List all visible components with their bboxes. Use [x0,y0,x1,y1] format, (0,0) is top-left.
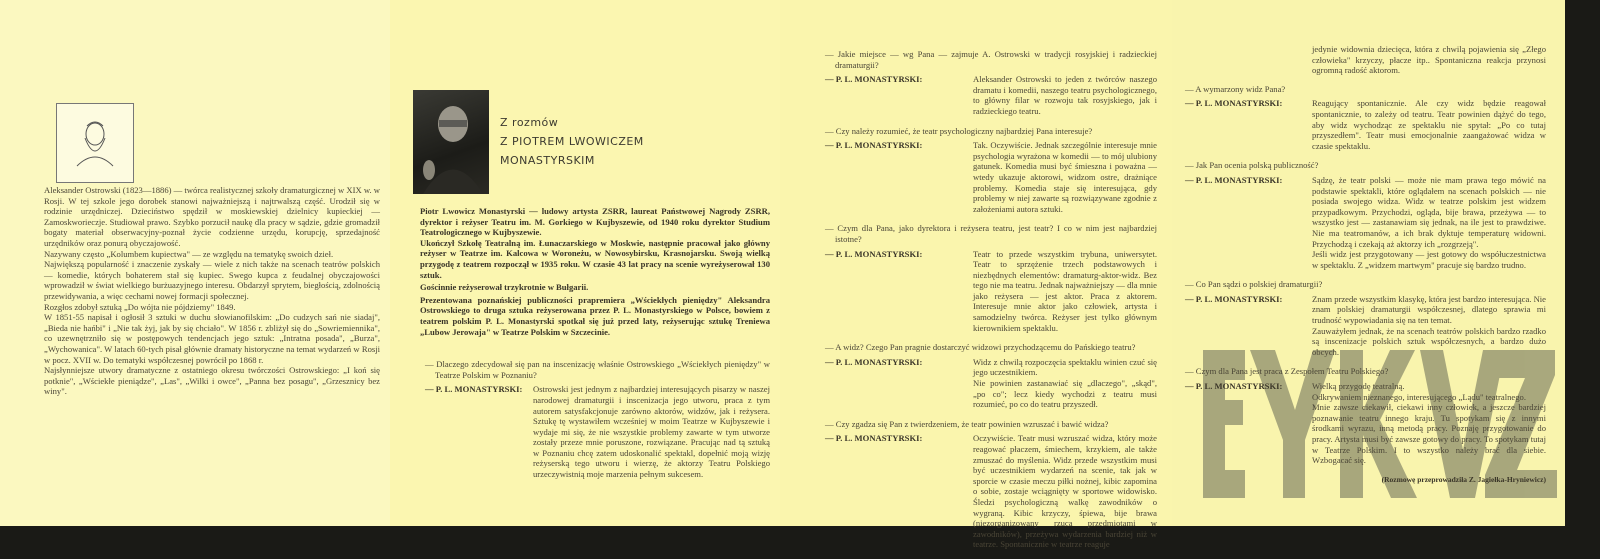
bio-paragraph: Największą popularność i znaczenie zyskały — wiele z nich także na scenach teatrów polskich — komedie, których bohaterem stał się kupiec. Swego kupca z feudalnej obyczajowości wprowadził w świat wielkiego burżuazyjnego interesu. Obdarzył sprytem, biegłością, zdolnością przewidywania, a więc cechami nowej formacji społecznej. [44,259,380,301]
speaker-label: — P. L. MONASTYRSKI: [1185,293,1283,304]
speaker-label: — P. L. MONASTYRSKI: [1185,98,1283,109]
bio-paragraph: Aleksander Ostrowski (1823—1886) — twórca realistycznej szkoły dramaturgicznej w XIX w. w Rosji. W tej szkole jego dorobek stanowi najważniejszą i najtrwalszą część. Urodził się w rodzinie urzędniczej. Dzieciństwo spędził w moskiewskiej dzielnicy kupieckiej — Zamoskworieczje. Studiował prawo. Szybko porzucił naukę dla pracy w sądzie, gdzie gromadził bogaty materiał obserwacyjny-poznał życie codzienne urzędu, korupcję, sprzedajność urzędników oraz ponurą obyczajowość. [44,185,380,248]
answer-text [1312,294,1546,358]
interview-question: — A wymarzony widz Pana? [1185,83,1286,94]
answer-paragraph: Teatr to przede wszystkim trybuna, uniwersytet. Teatr to sprzężenie trzech podstawowych i niezbędnych elementów: dramaturg-aktor-widz. Bez tego nie ma teatru. Jednak najważniejszy — dla mnie jako reżysera — jest aktor. Praca z aktorem. Interesuje mnie aktor jako człowiek, artysta i samodzielny twórca. Reżyser jest tylko głównym kierownikiem spektaklu. [973,248,1157,333]
answer-paragraph: Mnie zawsze ciekawił, ciekawi inny człowiek, a jeszcze bardziej poznawanie teatru innego kraju. Tu spotykam się z innymi środkami wyrazu, inną metodą pracy. Poznaję przygotowanie do pracy. Artysta musi być zawsze gotowy do pracy. To spotykam tutaj w Teatrze Polskim. I to wszystko należy brać dla siebie. Wzbogacać się. [1312,402,1546,466]
answer-paragraph: Tak. Oczywiście. Jednak szczególnie interesuje mnie psychologia wyrażona w komedii — to mój ulubiony gatunek. Komedia musi być śmieszna i poważna — wtedy ukazuje aktorowi, widzom ostre, drażniące problemy. Komedia staje się interesująca, gdy problemy w niej zawarte są rozwiązywane zgodnie z założeniami autora sztuki. [973,140,1157,214]
answer-text: Ostrowski jest jednym z najbardziej interesujących pisarzy w naszej narodowej dramaturgii i inscenizacja jego utworu, praca z tym autorem satysfakcjonuje zarówno aktorów, widzów, jak i reżysera. Sztukę tę wystawiłem wcześniej w moim Teatrze w Kujbyszewie i wydaje mi się, że nie wszystkie problemy zawarte w tym utworze zostały przeze mnie poruszone, rozwiązane. Pracując nad tą sztuką w Poznaniu chcę zatem udoskonalić spektakl, dopełnić moją wizję reżyserską tego utworu i wierzę, że aktorzy Teatru Polskiego urzeczywistnią moje marzenia pełnym sukcesem. [533,384,770,480]
monastyrski-photo [413,90,489,194]
answer-paragraph: Sądzę, że teatr polski — może nie mam prawa tego mówić na podstawie spektakli, które oglądałem na scenach polskich — nie posiada swojego widza. Widz w teatrze polskim jest widzem przypadkowym. Przychodzi, ogląda, bije brawa, przeżywa — to wszystko jest — zastanawiam się jednak, na ile jest to prawdziwe. Nie ma teatromanów, a ich brak dyktuje temperaturę widowni. Przychodzą i czekają aż aktorzy ich „rozgrzeją". [1312,174,1546,249]
answer-continuation: jedynie widownia dziecięca, która z chwilą pojawienia się „Złego człowieka" krzyczy, płacze itp.. Spontaniczna reakcja przynosi ogromną radość aktorom. [1312,44,1546,76]
answer-text [973,140,1157,214]
interview-question: — Czym dla Pana jest praca z Zespołem Teatru Polskiego? [1185,366,1389,377]
speaker-label: — P. L. MONASTYRSKI: [825,74,923,85]
interview-answer [425,384,770,479]
ostrowski-portrait-image [56,103,134,183]
interview-block [420,359,770,480]
interview-block [825,49,1157,559]
interview-question: — Jak Pan ocenia polską publiczność? [1185,160,1319,171]
interview-title [500,113,644,170]
monastyrski-biography [420,206,770,337]
panel4-flow [1185,44,1546,485]
bio-paragraph: Nazywany często „Kolumbem kupiectwa" — ze względu na tematykę swoich dzieł. [44,248,334,259]
speaker-label: — P. L. MONASTYRSKI: [825,356,923,367]
answer-text [1312,381,1546,466]
interview-question: — Czy zgadza się Pan z twierdzeniem, że teatr powinien wzruszać i bawić widza? [825,418,1109,429]
interview-question: — Dlaczego zdecydował się pan na inscenizację właśnie Ostrowskiego „Wściekłych pieniędzy" w Teatrze Polskim w Poznaniu? [425,359,770,380]
interview-question: — Czym dla Pana, jako dyrektora i reżysera teatru, jest teatr? I co w nim jest najbardziej istotne? [825,223,1157,244]
speaker-label: — P. L. MONASTYRSKI: [1185,174,1283,185]
answer-text [973,357,1157,410]
interview-credit: (Rozmowę przeprowadziła Z. Jagiełka-Hryniewicz) [1381,474,1546,484]
interview-question: — A widz? Czego Pan pragnie dostarczyć widzowi przychodzącemu do Pańskiego teatru? [825,342,1136,353]
title-line: Z PIOTREM LWOWICZEM [500,135,644,148]
answer-paragraph: Oczywiście. Teatr musi wzruszać widza, który może reagować płaczem, śmiechem, krzykiem, ale także zmuszać do myślenia. Widz przede wszystkim musi być uczestnikiem wydarzeń na scenie, tak jak w sporcie w czasie meczu piłki nożnej, kibic zapomina o sobie, zostaje wciągnięty w sportowe widowisko. Śledzi psychologiczną walkę zawodników o wygraną. Kibic krzyczy, śpiewa, bije brawa (niezorganizowany rzuca przedmiotami w zawodników), przeżywa wydarzenia bardziej niż w teatrze. Spontanicznie w teatrze reaguje [973,433,1157,550]
speaker-label: — P. L. MONASTYRSKI: [425,384,523,395]
interview-question: — Co Pan sądzi o polskiej dramaturgii? [1185,279,1323,290]
title-line: MONASTYRSKIM [500,154,595,167]
panel2-flow [420,206,770,489]
answer-paragraph: Jeśli widz jest przygotowany — jest gotowy do współuczestnictwa w spektaklu. Z „widzem martwym" pracuje się bardzo trudno. [1312,249,1546,270]
interview-answer [1185,98,1546,151]
answer-text [973,74,1157,116]
answer-paragraph: Zauważyłem jednak, że na scenach teatrów polskich bardzo rzadko są inscenizacje polskich sztuk współczesnych, a bardzo dużo obcych. [1312,325,1546,357]
answer-text [1312,98,1546,151]
answer-text [973,433,1157,550]
interview-answer [825,433,1157,550]
interview-block [1185,84,1546,466]
answer-paragraph: Wielką przygodę teatralną. [1312,381,1405,392]
answer-paragraph: Nie powinien zastanawiać się „dlaczego", „skąd", „po co"; lecz kiedy wychodzi z teatru musi rozumieć, po co do teatru przyszedł. [973,378,1157,410]
answer-paragraph: Widz z chwilą rozpoczęcia spektaklu winien czuć się jego uczestnikiem. [973,356,1157,378]
speaker-label: — P. L. MONASTYRSKI: [825,140,923,151]
speaker-label: — P. L. MONASTYRSKI: [1185,381,1283,392]
interview-answer [825,74,1157,116]
interview-answer [1185,381,1546,466]
speaker-label: — P. L. MONASTYRSKI: [825,248,923,259]
interview-question: — Czy należy rozumieć, że teatr psychologiczny najbardziej Pana interesuje? [825,125,1093,136]
bio-paragraph: Prezentowana poznańskiej publiczności prapremiera „Wściekłych pieniędzy" Aleksandra Ostrowskiego to druga sztuka reżyserowana przez P. L. Monastyrskiego w Polsce, bowiem z teatrem polskim P. L. Monastyrski spotkał się już przed laty, reżyserując sztukę Treniewa „Lubow Jerowaja" w Teatrze Polskim w Szczecinie. [420,294,770,337]
interview-question: — Jakie miejsce — wg Pana — zajmuje A. Ostrowski w tradycji rosyjskiej i radzieckiej dramaturgii? [825,49,1157,70]
answer-paragraph: Odkrywaniem nieznanego, interesującego „Lądu" teatralnego. [1312,391,1526,402]
interview-answer [825,140,1157,214]
interview-answer [1185,175,1546,270]
panel-ostrowski-bio [0,0,390,526]
bio-paragraph: Rozgłos zdobył sztuką „Do wójta nie pójdziemy" 1849. [44,301,236,312]
interview-answer [825,357,1157,410]
bio-paragraph: Najsłynniejsze utwory dramatyczne z ostatniego okresu twórczości Ostrowskiego: „I koń się potknie", „Wściekłe pieniądze", „Las", „Wilki i owce", „Panna bez posagu", „Grzesznicy bez winy". [44,365,380,397]
bio-paragraph: Ukończył Szkołę Teatralną im. Łunaczarskiego w Moskwie, następnie pracował jako główny reżyser w Teatrze im. Kalcowa w Woroneżu, w Nowosybirsku, Krasnojarsku. Swoją wielką przygodę z teatrem rozpoczął w 1935 roku. W czasie 43 lat pracy na scenie wyreżyserował 130 sztuk. [420,237,770,280]
bio-paragraph: W 1851-55 napisał i ogłosił 3 sztuki w duchu słowianofilskim: „Do cudzych sań nie siadaj", „Bieda nie hańbi" i „Nie tak żyj, jak by się chciało". W 1856 r. zbliżył się do „Sowriemiennika", co uzewnętrzniło się w postępowych tendencjach jego sztuk: „Intratna posada", „Burza", „Wychowanica". W latach 60-tych pisał głównie dramaty historyczne na temat wydarzeń w Rosji w pocz. XVII w. Do tematyki współczesnej powrócił po 1868 r. [44,312,380,365]
answer-text [973,249,1157,334]
answer-paragraph: Reagujący spontanicznie. Ale czy widz będzie reagował spontanicznie, to zależy od teatru. Teatr powinien dążyć do tego, aby widz wychodząc ze spektaklu nie spytał: „Po co tutaj przyszedłem". Teatr musi emocjonalnie zaangażować widza w czasie spektaklu. [1312,98,1546,151]
bio-paragraph: Piotr Lwowicz Monastyrski — ludowy artysta ZSRR, laureat Państwowej Nagrody ZSRR, dyrektor i reżyser Teatru im. M. Gorkiego w Kujbyszewie, od 1940 roku dyrektor Studium Teatrologicznego w Kujbyszewie. [420,206,770,238]
bio-paragraph: Gościnnie reżyserował trzykrotnie w Bułgarii. [420,282,589,293]
answer-paragraph: Znam przede wszystkim klasykę, która jest bardzo interesująca. Nie znam polskiej dramaturgii współczesnej, dlatego sprawia mi trudność wypowiadania się na ten temat. [1312,293,1546,326]
interview-answer [1185,294,1546,358]
answer-text [1312,175,1546,270]
interview-answer [825,249,1157,334]
answer-paragraph: Aleksander Ostrowski to jeden z twórców naszego dramatu i komedii, naszego teatru psychologicznego, to główny filar w rozwoju tak rosyjskiego, jak i radzieckiego teatru. [973,74,1157,116]
ostrowski-biography [44,185,380,397]
speaker-label: — P. L. MONASTYRSKI: [825,433,923,444]
title-line: Z rozmów [500,116,559,129]
